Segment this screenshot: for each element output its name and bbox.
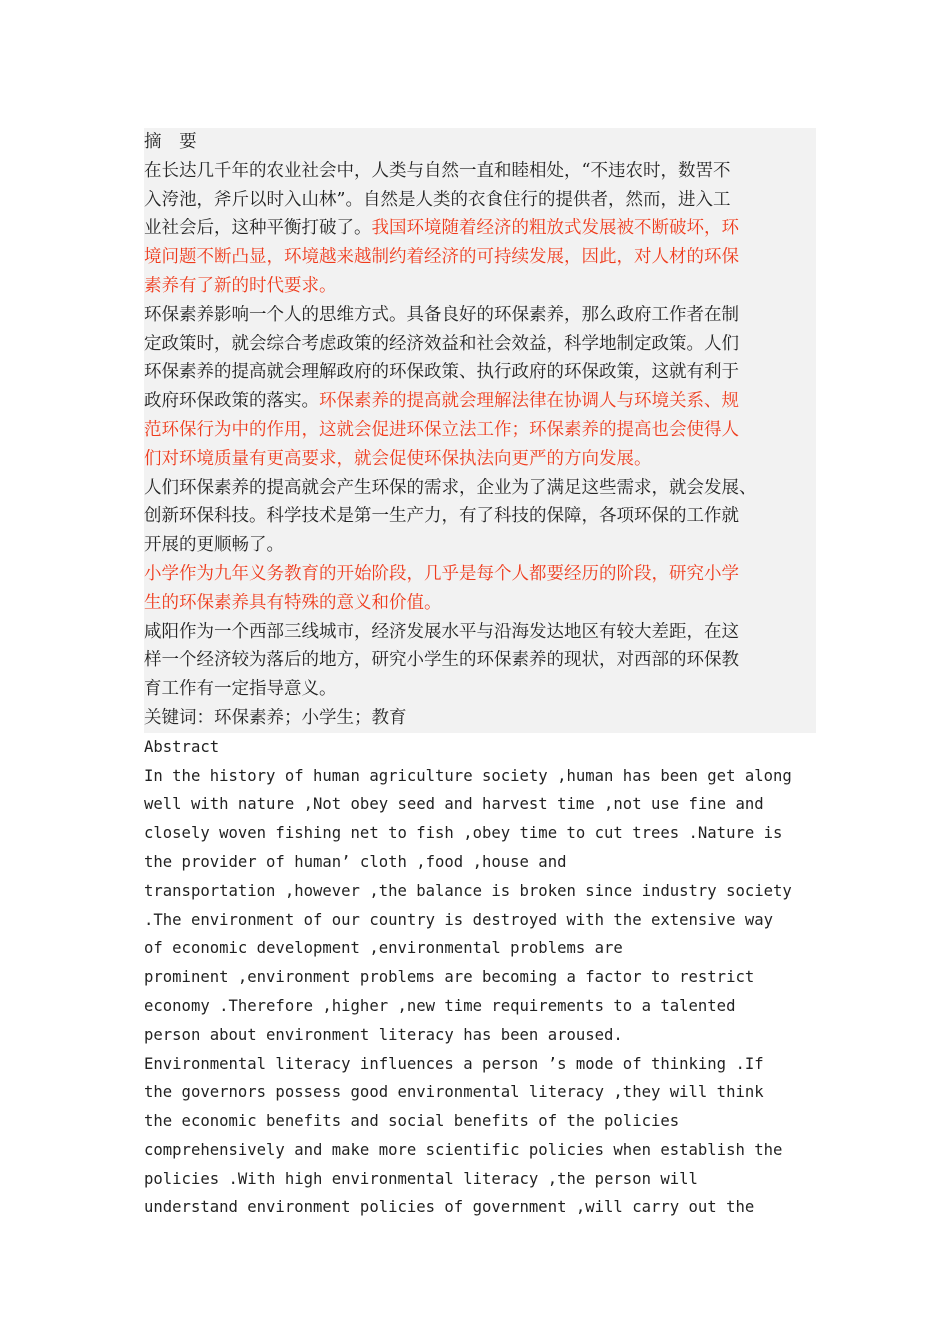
zh-paragraph-2	[144, 301, 816, 474]
highlighted-text: 小学作为九年义务教育的开始阶段，几乎是每个人都要经历的阶段，研究小学	[144, 560, 816, 589]
abstract-en-body	[144, 762, 816, 1223]
text-line: 入洿池，斧斤以时入山林”。自然是人类的衣食住行的提供者，然而，进入工	[144, 186, 816, 215]
text-line: the economic benefits and social benefits of the policies	[144, 1112, 680, 1131]
highlighted-text: 我国环境随着经济的粗放式发展被不断破坏，环	[371, 218, 739, 239]
text-line: 环保素养的提高就会理解政府的环保政策、执行政府的环保政策，这就有利于	[144, 358, 816, 387]
text-line: the provider of human’ cloth ,food ,house and	[144, 852, 567, 871]
zh-paragraph-5	[144, 618, 816, 704]
text-line: 创新环保科技。科学技术是第一生产力，有了科技的保障，各项环保的工作就	[144, 502, 816, 531]
document-page	[144, 128, 816, 1222]
text-line: well with nature ,Not obey seed and harvest time ,not use fine and	[144, 795, 764, 814]
text-line: understand environment policies of government ,will carry out the	[144, 1198, 755, 1217]
text-line: In the history of human agriculture society ,human has been get along	[144, 766, 792, 785]
highlighted-text: 素养有了新的时代要求。	[144, 272, 816, 301]
text-line: 环保素养影响一个人的思维方式。具备良好的环保素养，那么政府工作者在制	[144, 301, 816, 330]
highlighted-text: 范环保行为中的作用，这就会促进环保立法工作；环保素养的提高也会使得人	[144, 416, 816, 445]
text-line: closely woven fishing net to fish ,obey time to cut trees .Nature is	[144, 824, 783, 843]
text-line: 开展的更顺畅了。	[144, 531, 816, 560]
text-segment: 政府环保政策的落实。	[144, 391, 319, 412]
text-line: policies .With high environmental literacy ,the person will	[144, 1169, 698, 1188]
text-line: prominent ,environment problems are becoming a factor to restrict	[144, 968, 755, 987]
text-line: transportation ,however ,the balance is broken since industry society	[144, 881, 792, 900]
text-line	[144, 387, 816, 416]
highlighted-text: 生的环保素养具有特殊的意义和价值。	[144, 589, 816, 618]
text-line: .The environment of our country is destroyed with the extensive way	[144, 910, 774, 929]
text-line: 育工作有一定指导意义。	[144, 675, 816, 704]
text-line: 咸阳作为一个西部三线城市，经济发展水平与沿海发达地区有较大差距，在这	[144, 618, 816, 647]
text-line: the governors possess good environmental literacy ,they will think	[144, 1083, 764, 1102]
text-line: economy .Therefore ,higher ,new time requirements to a talented	[144, 996, 736, 1015]
text-segment: 业社会后，这种平衡打破了。	[144, 218, 372, 239]
text-line: of economic development ,environmental problems are	[144, 939, 623, 958]
highlighted-text: 环保素养的提高就会理解法律在协调人与环境关系、规	[319, 391, 739, 412]
text-line: 人们环保素养的提高就会产生环保的需求，企业为了满足这些需求，就会发展、	[144, 474, 816, 503]
text-line: person about environment literacy has been aroused.	[144, 1025, 623, 1044]
abstract-en-title: Abstract	[144, 737, 220, 756]
text-line	[144, 214, 816, 243]
keywords: 关键词：环保素养；小学生；教育	[144, 704, 816, 733]
highlighted-text: 们对环境质量有更高要求，就会促使环保执法向更严的方向发展。	[144, 445, 816, 474]
zh-paragraph-4	[144, 560, 816, 618]
text-line: comprehensively and make more scientific policies when establish the	[144, 1140, 783, 1159]
highlighted-text: 境问题不断凸显，环境越来越制约着经济的可持续发展，因此，对人材的环保	[144, 243, 816, 272]
abstract-zh-title: 摘 要	[144, 128, 816, 157]
text-line: 定政策时，就会综合考虑政策的经济效益和社会效益，科学地制定政策。人们	[144, 330, 816, 359]
text-line: 样一个经济较为落后的地方，研究小学生的环保素养的现状，对西部的环保教	[144, 646, 816, 675]
zh-paragraph-1	[144, 157, 816, 301]
zh-paragraph-3	[144, 474, 816, 560]
text-line: 在长达几千年的农业社会中，人类与自然一直和睦相处，“不违农时，数罟不	[144, 157, 816, 186]
text-line: Environmental literacy influences a person ’s mode of thinking .If	[144, 1054, 764, 1073]
